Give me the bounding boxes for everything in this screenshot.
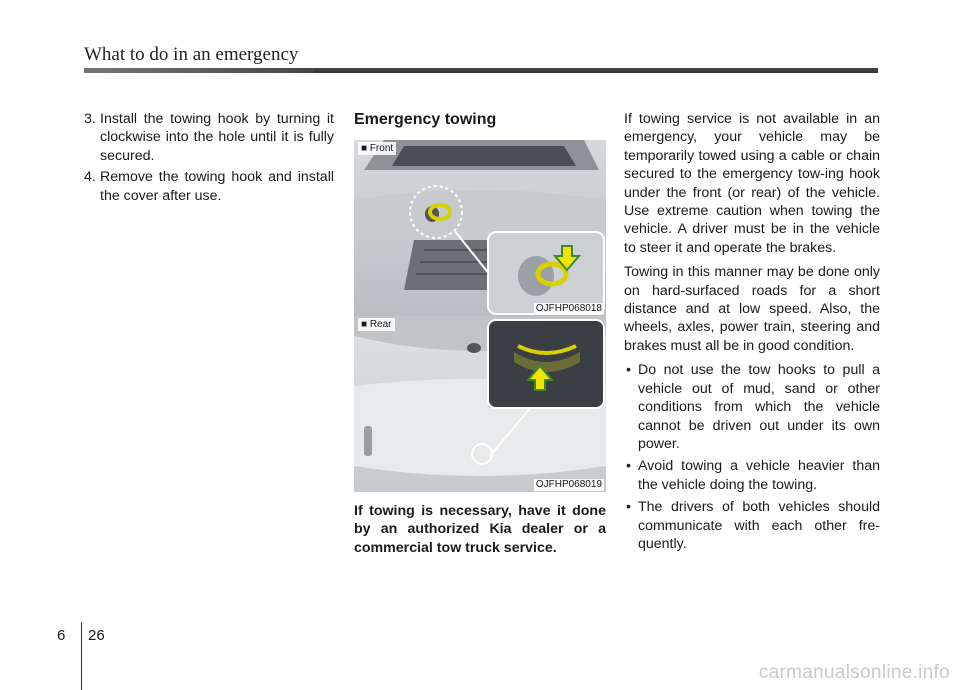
- towing-instructions-column: [624, 110, 880, 557]
- step-text: Install the towing hook by turning it clockwise into the hole until it is fully secured.: [100, 111, 334, 164]
- step-text: Remove the towing hook and install the cover after use.: [100, 169, 334, 204]
- list-item-text: Do not use the tow hooks to pull a vehicle out of mud, sand or other conditions from which the vehicle cannot be driven out under its own power.: [638, 362, 880, 452]
- figure-code-rear: OJFHP068019: [535, 479, 602, 490]
- bullet-icon: •: [626, 499, 631, 516]
- step-item: [84, 168, 334, 205]
- caution-list: [624, 361, 880, 553]
- step-number: 3.: [84, 111, 96, 127]
- header-rule-accent: [84, 68, 314, 73]
- rear-bumper-illustration: [354, 316, 606, 492]
- watermark: carmanualsonline.info: [758, 662, 950, 683]
- bullet-icon: •: [626, 362, 631, 379]
- page-number: 26: [88, 627, 105, 644]
- paragraph: Towing in this manner may be done only on hard-surfaced roads for a short distance and at low speed. Also, the wheels, axles, power train, steering and brakes must all be in good condition.: [624, 264, 880, 354]
- figure-label-rear: ■ Rear: [358, 318, 395, 331]
- figure-label-front: ■ Front: [358, 142, 396, 155]
- step-number: 4.: [84, 169, 96, 186]
- step-item: [84, 110, 334, 165]
- front-bumper-illustration: [354, 140, 606, 316]
- list-item: [624, 498, 880, 553]
- figure-code-front: OJFHP068018: [535, 303, 602, 314]
- front-tow-hook-figure: [354, 140, 606, 316]
- footer-divider: [81, 622, 82, 690]
- bullet-icon: •: [626, 458, 631, 475]
- rear-tow-hook-figure: [354, 316, 606, 492]
- list-item-text: The drivers of both vehicles should communicate with each other fre-quently.: [638, 499, 880, 552]
- section-heading: Emergency towing: [354, 111, 497, 128]
- list-item: [624, 361, 880, 453]
- list-item: [624, 457, 880, 494]
- emergency-towing-column: [354, 110, 606, 557]
- page-header-title: What to do in an emergency: [84, 44, 299, 65]
- step-list: [84, 110, 334, 205]
- steps-column: [84, 110, 334, 208]
- towing-service-note: If towing is necessary, have it done by an authorized Kia dealer or a commercial tow truck service.: [354, 503, 606, 556]
- chapter-number: 6: [57, 627, 66, 644]
- paragraph: If towing service is not available in an emergency, your vehicle may be temporarily towed using a cable or chain secured to the emergency tow-ing hook under the front (or rear) of the vehicle. Use extreme caution when towing the vehicle. A driver must be in the vehicle to steer it and operate the brakes.: [624, 111, 880, 256]
- list-item-text: Avoid towing a vehicle heavier than the vehicle doing the towing.: [638, 458, 880, 493]
